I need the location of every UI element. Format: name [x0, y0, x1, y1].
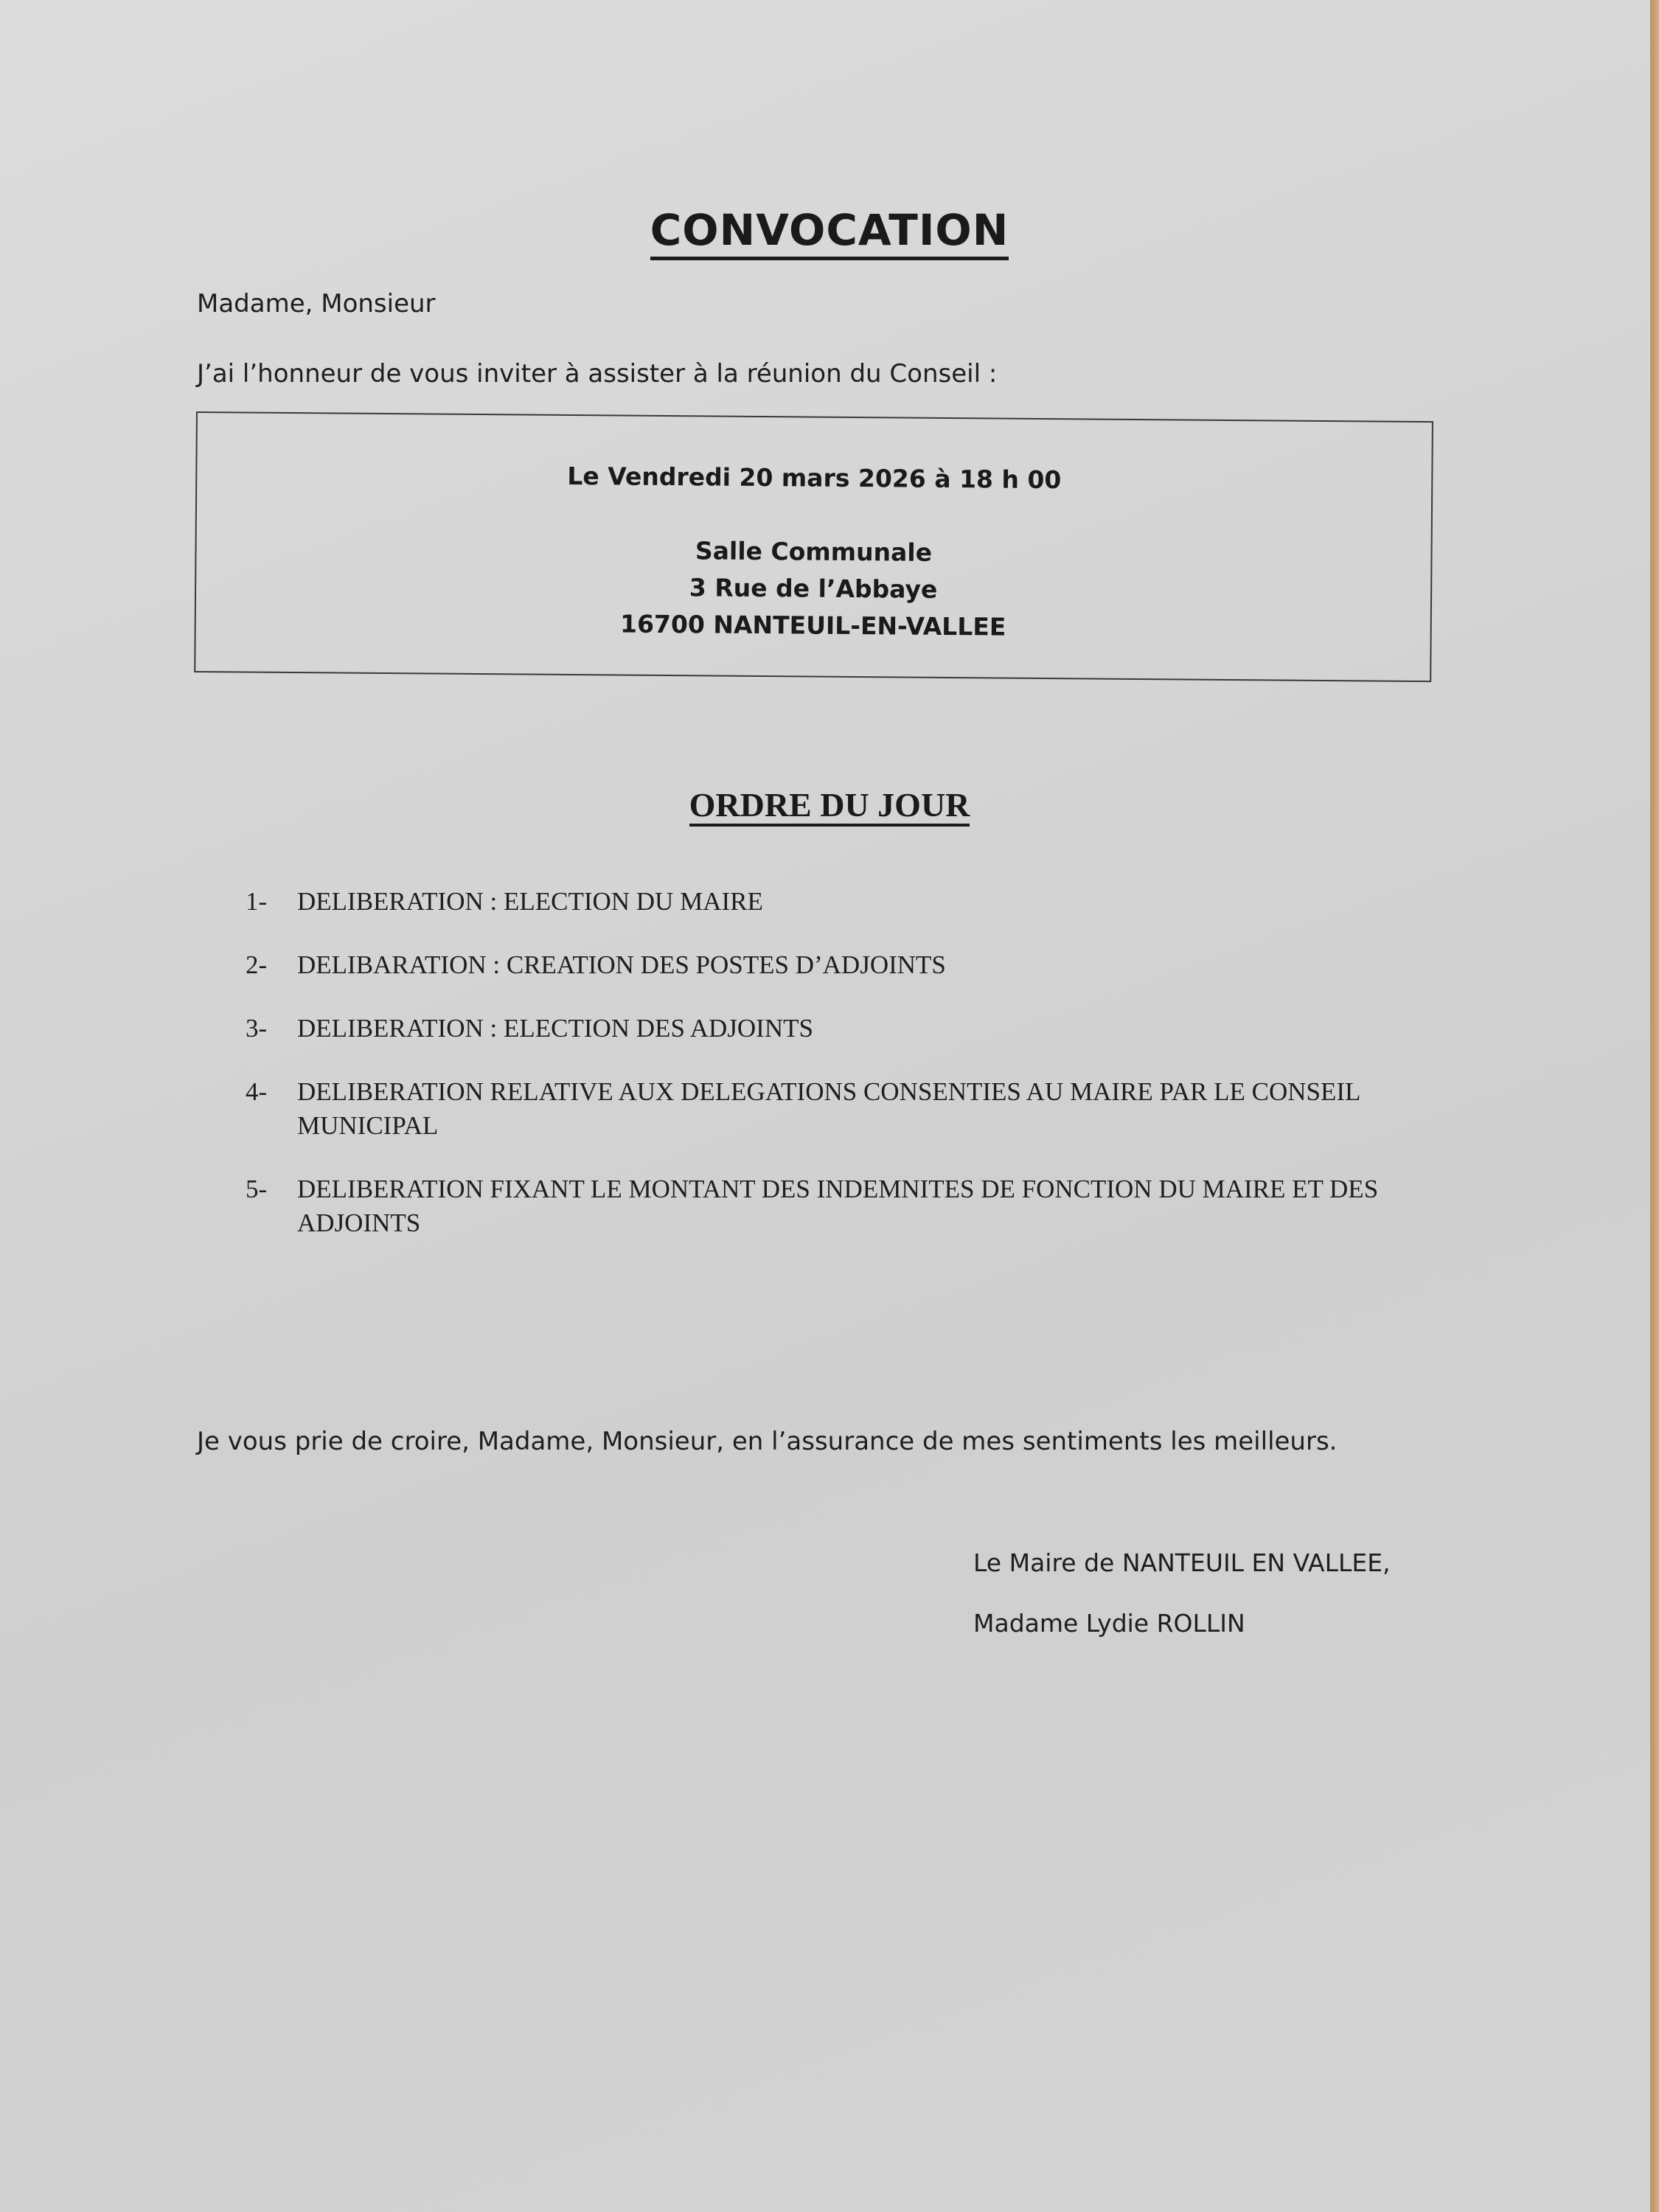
agenda-item-number: 4-	[246, 1077, 268, 1106]
agenda-item	[246, 1012, 1440, 1046]
salutation: Madame, Monsieur	[197, 289, 436, 319]
meeting-street: 3 Rue de l’Abbaye	[689, 573, 938, 604]
meeting-info-box	[194, 411, 1433, 682]
meeting-city: 16700 NANTEUIL-EN-VALLEE	[619, 609, 1006, 641]
agenda-item-text: DELIBARATION : CREATION DES POSTES D’ADJOINTS	[297, 950, 946, 979]
agenda-item-number: 5-	[246, 1175, 268, 1203]
agenda-item-number: 1-	[246, 887, 268, 916]
agenda-item	[246, 1172, 1440, 1240]
table-edge	[1650, 0, 1659, 2212]
agenda-item-number: 3-	[246, 1014, 268, 1043]
page-title: CONVOCATION	[0, 205, 1659, 255]
meeting-venue: Salle Communale	[695, 536, 933, 567]
signatory-name: Madame Lydie ROLLIN	[973, 1609, 1245, 1638]
signatory-title: Le Maire de NANTEUIL EN VALLEE,	[973, 1548, 1391, 1577]
agenda-item	[246, 885, 1440, 919]
intro-text: J’ai l’honneur de vous inviter à assister à la réunion du Conseil :	[197, 359, 998, 389]
agenda-item-number: 2-	[246, 950, 268, 979]
agenda-item	[246, 948, 1440, 982]
closing-formula: Je vous prie de croire, Madame, Monsieur, en l’assurance de mes sentiments les meilleurs.	[197, 1427, 1338, 1456]
agenda-list	[246, 885, 1440, 1270]
agenda-item-text: DELIBERATION RELATIVE AUX DELEGATIONS CONSENTIES AU MAIRE PAR LE CONSEIL MUNICIPAL	[297, 1077, 1360, 1140]
agenda-item-text: DELIBERATION FIXANT LE MONTANT DES INDEMNITES DE FONCTION DU MAIRE ET DES ADJOINTS	[297, 1175, 1379, 1237]
agenda-item-text: DELIBERATION : ELECTION DES ADJOINTS	[297, 1014, 813, 1043]
agenda-title: ORDRE DU JOUR	[0, 785, 1659, 824]
meeting-date-time: Le Vendredi 20 mars 2026 à 18 h 00	[567, 461, 1062, 495]
agenda-item-text: DELIBERATION : ELECTION DU MAIRE	[297, 887, 763, 916]
agenda-item	[246, 1075, 1440, 1143]
